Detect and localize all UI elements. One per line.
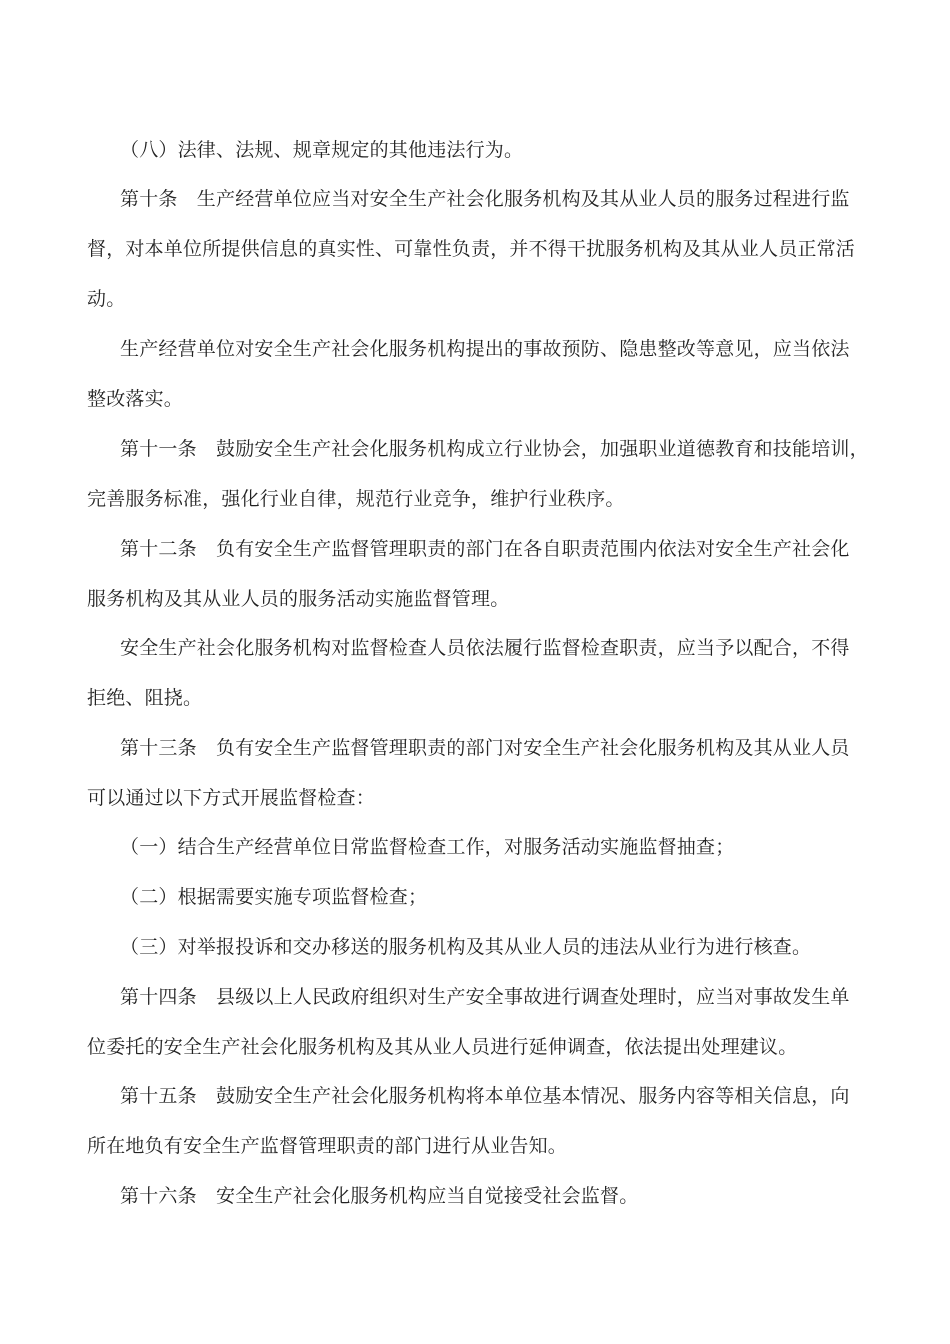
article-13-line-2: 可以通过以下方式开展监督检查： bbox=[87, 787, 376, 809]
article-11-line-2: 完善服务标准，强化行业自律，规范行业竞争，维护行业秩序。 bbox=[87, 488, 625, 510]
article-15-line-1: 第十五条 鼓励安全生产社会化服务机构将本单位基本情况、服务内容等相关信息，向 bbox=[120, 1085, 850, 1107]
article-15-line-2: 所在地负有安全生产监督管理职责的部门进行从业告知。 bbox=[87, 1135, 568, 1157]
article-10-para-2-line-2: 整改落实。 bbox=[87, 388, 184, 410]
item-eight: （八）法律、法规、规章规定的其他违法行为。 bbox=[120, 139, 524, 161]
article-11-line-1: 第十一条 鼓励安全生产社会化服务机构成立行业协会，加强职业道德教育和技能培训， bbox=[120, 438, 869, 460]
article-12-para-2-line-1: 安全生产社会化服务机构对监督检查人员依法履行监督检查职责，应当予以配合，不得 bbox=[120, 637, 850, 659]
article-10-para-2-line-1: 生产经营单位对安全生产社会化服务机构提出的事故预防、隐患整改等意见，应当依法 bbox=[120, 338, 850, 360]
article-13-item-3: （三）对举报投诉和交办移送的服务机构及其从业人员的违法从业行为进行核查。 bbox=[120, 936, 812, 958]
article-13-item-1: （一）结合生产经营单位日常监督检查工作，对服务活动实施监督抽查； bbox=[120, 836, 735, 858]
article-14-line-1: 第十四条 县级以上人民政府组织对生产安全事故进行调查处理时，应当对事故发生单 bbox=[120, 986, 850, 1008]
article-14-line-2: 位委托的安全生产社会化服务机构及其从业人员进行延伸调查，依法提出处理建议。 bbox=[87, 1036, 798, 1058]
article-12-line-1: 第十二条 负有安全生产监督管理职责的部门在各自职责范围内依法对安全生产社会化 bbox=[120, 538, 850, 560]
article-10-line-1: 第十条 生产经营单位应当对安全生产社会化服务机构及其从业人员的服务过程进行监 bbox=[120, 188, 850, 210]
article-10-line-2: 督，对本单位所提供信息的真实性、可靠性负责，并不得干扰服务机构及其从业人员正常活 bbox=[87, 238, 856, 260]
article-12-line-2: 服务机构及其从业人员的服务活动实施监督管理。 bbox=[87, 588, 510, 610]
article-16-line-1: 第十六条 安全生产社会化服务机构应当自觉接受社会监督。 bbox=[120, 1185, 639, 1207]
article-13-item-2: （二）根据需要实施专项监督检查； bbox=[120, 886, 428, 908]
article-13-line-1: 第十三条 负有安全生产监督管理职责的部门对安全生产社会化服务机构及其从业人员 bbox=[120, 737, 850, 759]
article-12-para-2-line-2: 拒绝、阻挠。 bbox=[87, 687, 203, 709]
article-10-line-3: 动。 bbox=[87, 288, 126, 310]
